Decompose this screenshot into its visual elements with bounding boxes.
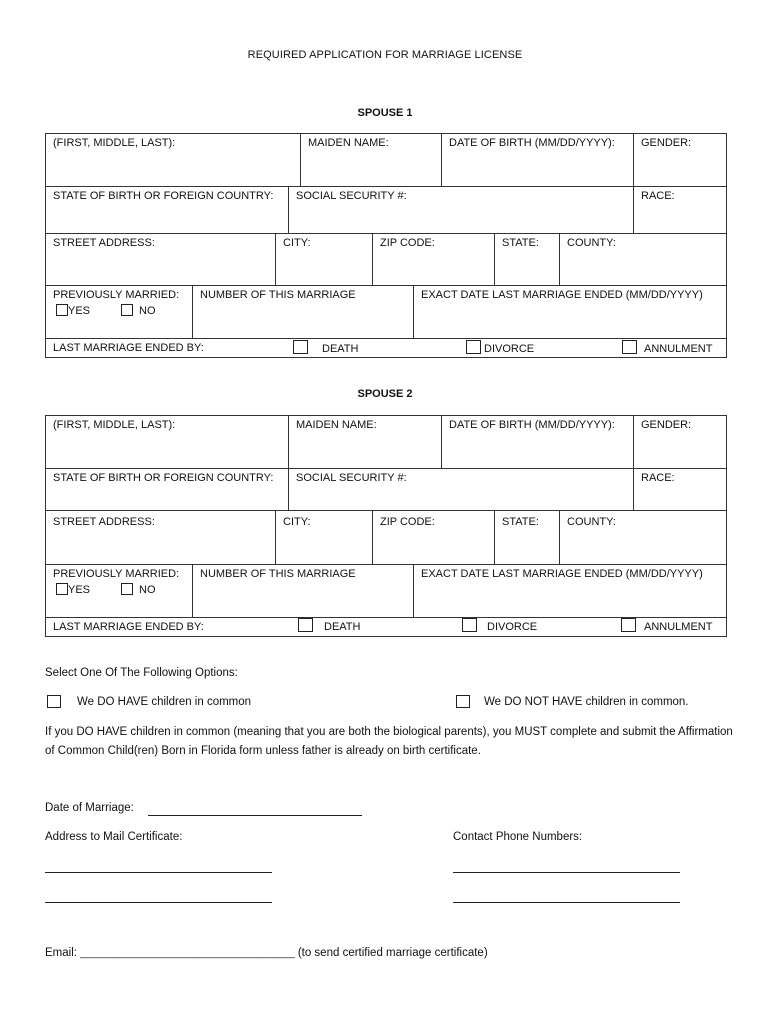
have-children-label: We DO HAVE children in common: [77, 696, 252, 708]
email-row: [45, 947, 488, 959]
spouse2-maiden-name-field[interactable]: [289, 415, 442, 469]
spouse1-number-of-marriage-label: NUMBER OF THIS MARRIAGE: [200, 289, 356, 301]
spouse2-death-option[interactable]: [298, 618, 360, 634]
spouse1-county-label: COUNTY:: [567, 237, 616, 249]
form-title: REQUIRED APPLICATION FOR MARRIAGE LICENSE: [247, 49, 523, 61]
spouse2-state-label: STATE:: [502, 516, 539, 528]
spouse1-ssn-label: SOCIAL SECURITY #:: [296, 190, 407, 202]
spouse1-death-option[interactable]: [293, 340, 358, 356]
spouse1-city-field[interactable]: [276, 234, 373, 286]
children-note: If you DO HAVE children in common (meaning that you are both the biological parents), you MUST complete and submit the Affirmation of Common Child(ren) Born in Florida form unless father is already on birth certificate.: [45, 726, 733, 757]
phone-line-1[interactable]: [453, 872, 680, 873]
spouse2-no-option[interactable]: [121, 583, 156, 597]
spouse1-full-name-field[interactable]: [45, 133, 301, 187]
spouse1-death-label: DEATH: [322, 343, 359, 355]
spouse1-state-label: STATE:: [502, 237, 539, 249]
spouse1-state-field[interactable]: [495, 234, 560, 286]
spouse2-full-name-field[interactable]: [45, 415, 289, 469]
spouse2-divorce-label: DIVORCE: [487, 621, 538, 633]
spouse1-ended-by-label: LAST MARRIAGE ENDED BY:: [53, 342, 204, 354]
spouse1-dob-field[interactable]: [442, 133, 634, 187]
spouse2-no-label: NO: [139, 584, 156, 596]
spouse2-state-of-birth-label: STATE OF BIRTH OR FOREIGN COUNTRY:: [53, 472, 274, 484]
spouse2-zip-field[interactable]: [373, 511, 495, 565]
spouse2-previously-married-field: [45, 565, 193, 618]
spouse2-street-address-label: STREET ADDRESS:: [53, 516, 155, 528]
spouse2-county-label: COUNTY:: [567, 516, 616, 528]
spouse1-no-label: NO: [139, 305, 156, 317]
spouse1-marriage-ended-by-row: [45, 339, 727, 358]
spouse1-divorce-checkbox[interactable]: [466, 340, 481, 354]
no-children-checkbox[interactable]: [456, 695, 470, 708]
spouse1-city-label: CITY:: [283, 237, 311, 249]
spouse2-last-marriage-date-label: EXACT DATE LAST MARRIAGE ENDED (MM/DD/YYYY): [421, 568, 703, 580]
spouse2-ssn-label: SOCIAL SECURITY #:: [296, 472, 407, 484]
spouse2-gender-field[interactable]: [634, 415, 727, 469]
spouse1-yes-checkbox[interactable]: [56, 304, 68, 316]
spouse1-annulment-option[interactable]: [622, 340, 712, 356]
spouse2-city-label: CITY:: [283, 516, 311, 528]
spouse1-last-marriage-date-field[interactable]: [414, 286, 727, 339]
no-children-label: We DO NOT HAVE children in common.: [484, 696, 689, 708]
spouse1-zip-label: ZIP CODE:: [380, 237, 435, 249]
email-label: Email:: [45, 947, 81, 959]
date-of-marriage-label: Date of Marriage:: [45, 802, 134, 814]
spouse1-no-checkbox[interactable]: [121, 304, 133, 316]
spouse1-street-address-label: STREET ADDRESS:: [53, 237, 155, 249]
spouse2-maiden-name-label: MAIDEN NAME:: [296, 419, 377, 431]
spouse2-marriage-ended-by-row: [45, 618, 727, 637]
spouse1-number-of-marriage-field[interactable]: [193, 286, 414, 339]
spouse1-heading: SPOUSE 1: [357, 107, 413, 119]
spouse1-no-option[interactable]: [121, 304, 156, 318]
spouse1-dob-label: DATE OF BIRTH (MM/DD/YYYY):: [449, 137, 615, 149]
spouse2-annulment-label: ANNULMENT: [644, 621, 713, 633]
spouse2-death-label: DEATH: [324, 621, 361, 633]
spouse1-divorce-option[interactable]: [466, 340, 534, 356]
address-line-1[interactable]: [45, 872, 272, 873]
spouse1-maiden-name-field[interactable]: [301, 133, 442, 187]
spouse1-previously-married-label: PREVIOUSLY MARRIED:: [53, 289, 180, 301]
spouse1-previously-married-field: [45, 286, 193, 339]
spouse1-last-marriage-date-label: EXACT DATE LAST MARRIAGE ENDED (MM/DD/YYYY): [421, 289, 703, 301]
spouse1-annulment-checkbox[interactable]: [622, 340, 637, 354]
spouse2-ssn-field[interactable]: [289, 469, 634, 511]
have-children-checkbox[interactable]: [47, 695, 61, 708]
phone-numbers-label: Contact Phone Numbers:: [453, 831, 583, 843]
spouse2-state-field[interactable]: [495, 511, 560, 565]
spouse2-annulment-checkbox[interactable]: [621, 618, 636, 632]
spouse2-previously-married-label: PREVIOUSLY MARRIED:: [53, 568, 180, 580]
spouse1-gender-label: GENDER:: [641, 137, 692, 149]
spouse2-zip-label: ZIP CODE:: [380, 516, 435, 528]
spouse1-race-label: RACE:: [641, 190, 675, 202]
spouse2-county-field[interactable]: [560, 511, 727, 565]
spouse1-state-of-birth-field[interactable]: [45, 187, 289, 234]
spouse2-annulment-option[interactable]: [621, 618, 712, 634]
spouse2-street-address-field[interactable]: [45, 511, 276, 565]
email-note: (to send certified marriage certificate): [294, 947, 488, 959]
spouse2-heading: SPOUSE 2: [357, 388, 413, 400]
spouse2-divorce-checkbox[interactable]: [462, 618, 477, 632]
email-input-line[interactable]: ________________________________________: [80, 948, 295, 959]
spouse2-race-field[interactable]: [634, 469, 727, 511]
spouse1-county-field[interactable]: [560, 234, 727, 286]
spouse2-yes-checkbox[interactable]: [56, 583, 68, 595]
spouse1-annulment-label: ANNULMENT: [644, 343, 713, 355]
spouse2-dob-field[interactable]: [442, 415, 634, 469]
spouse2-city-field[interactable]: [276, 511, 373, 565]
spouse2-gender-label: GENDER:: [641, 419, 692, 431]
spouse1-race-field[interactable]: [634, 187, 727, 234]
spouse2-ended-by-label: LAST MARRIAGE ENDED BY:: [53, 621, 204, 633]
spouse1-zip-field[interactable]: [373, 234, 495, 286]
spouse2-last-marriage-date-field[interactable]: [414, 565, 727, 618]
spouse2-full-name-label: (FIRST, MIDDLE, LAST):: [53, 419, 176, 431]
spouse2-yes-label: YES: [68, 584, 91, 596]
spouse1-gender-field[interactable]: [634, 133, 727, 187]
phone-line-2[interactable]: [453, 902, 680, 903]
address-line-2[interactable]: [45, 902, 272, 903]
spouse1-full-name-label: (FIRST, MIDDLE, LAST):: [53, 137, 176, 149]
spouse2-no-checkbox[interactable]: [121, 583, 133, 595]
spouse1-ssn-field[interactable]: [289, 187, 634, 234]
spouse2-yes-option[interactable]: [56, 583, 90, 597]
date-of-marriage-line[interactable]: [148, 815, 362, 816]
spouse1-yes-label: YES: [68, 305, 91, 317]
options-heading: Select One Of The Following Options:: [45, 667, 238, 679]
spouse1-state-of-birth-label: STATE OF BIRTH OR FOREIGN COUNTRY:: [53, 190, 274, 202]
spouse2-dob-label: DATE OF BIRTH (MM/DD/YYYY):: [449, 419, 615, 431]
spouse2-state-of-birth-field[interactable]: [45, 469, 289, 511]
spouse2-death-checkbox[interactable]: [298, 618, 313, 632]
spouse1-yes-option[interactable]: [56, 304, 90, 318]
spouse1-street-address-field[interactable]: [45, 234, 276, 286]
spouse2-number-of-marriage-label: NUMBER OF THIS MARRIAGE: [200, 568, 356, 580]
spouse2-divorce-option[interactable]: [462, 618, 537, 634]
mail-address-label: Address to Mail Certificate:: [45, 831, 183, 843]
spouse1-maiden-name-label: MAIDEN NAME:: [308, 137, 389, 149]
spouse2-number-of-marriage-field[interactable]: [193, 565, 414, 618]
spouse1-divorce-label: DIVORCE: [484, 343, 535, 355]
spouse2-race-label: RACE:: [641, 472, 675, 484]
spouse1-death-checkbox[interactable]: [293, 340, 308, 354]
